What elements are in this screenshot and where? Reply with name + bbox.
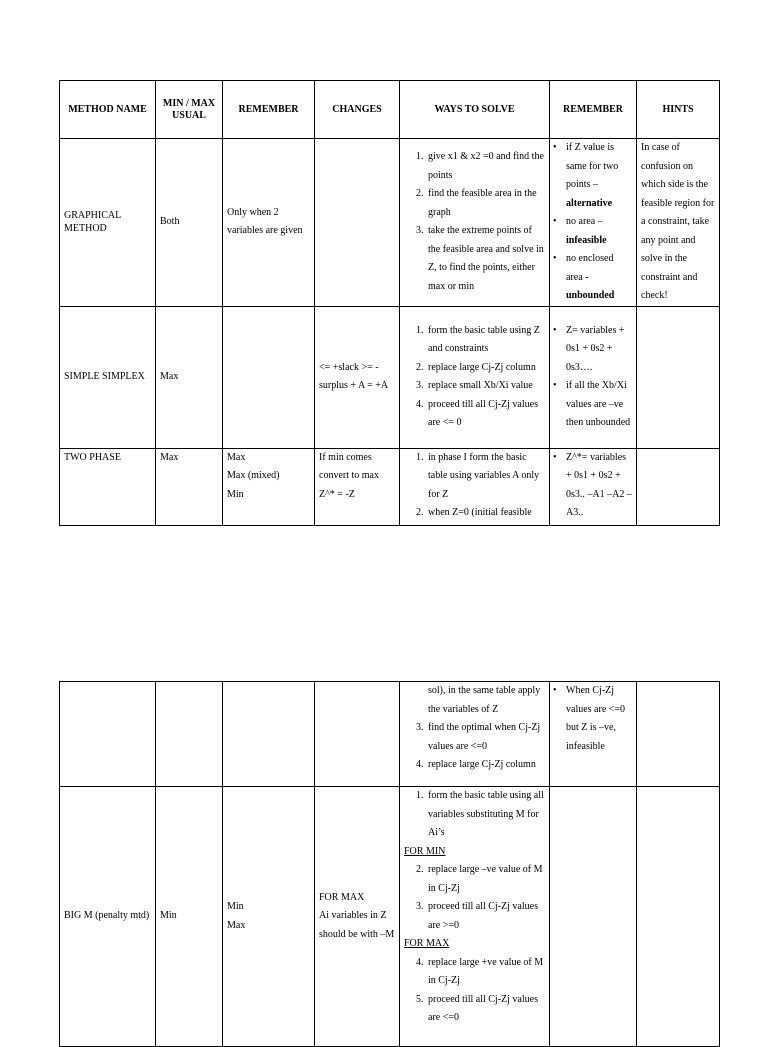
list-item: 3. find the optimal when Cj-Zj values are <=0 — [426, 719, 545, 756]
list-item: 1. in phase I form the basic table using variables A only for Z — [426, 449, 545, 505]
twophase-ways — [400, 448, 550, 525]
list-item: • Z^*= variables + 0s1 + 0s2 + 0s3.. –A1 –A2 –A3.. — [566, 449, 632, 523]
twophase-remember-2 — [550, 448, 637, 525]
graphical-remember: Only when 2 variables are given — [223, 139, 315, 307]
list-item: 2. replace large Cj-Zj column — [426, 359, 545, 378]
header-min-max: MIN / MAX USUAL — [156, 81, 223, 139]
bigm-remember: Min Max — [223, 787, 315, 1047]
list-item: • no enclosed area -unbounded — [566, 250, 632, 306]
simplex-minmax: Max — [156, 306, 223, 448]
list-item: • Z= variables + 0s1 + 0s2 + 0s3…. — [566, 322, 632, 378]
header-row — [60, 81, 720, 139]
list-item: 4. replace large +ve value of M in Cj-Zj — [426, 954, 545, 991]
simplex-hints — [637, 306, 720, 448]
methods-table-bottom — [59, 681, 720, 1047]
list-item: • no area – infeasible — [566, 213, 632, 250]
list-item: 1. form the basic table using Z and constraints — [426, 322, 545, 359]
header-ways-to-solve: WAYS TO SOLVE — [400, 81, 550, 139]
row-simple-simplex — [60, 306, 720, 448]
header-hints: HINTS — [637, 81, 720, 139]
simplex-name: SIMPLE SIMPLEX — [60, 306, 156, 448]
list-item: 2. when Z=0 (initial feasible — [426, 504, 545, 523]
bigm-name: BIG M (penalty mtd) — [60, 787, 156, 1047]
row-graphical — [60, 139, 720, 307]
header-method-name: METHOD NAME — [60, 81, 156, 139]
list-item: • When Cj-Zj values are <=0 but Z is –ve, infeasible — [566, 682, 632, 756]
list-item: 4. replace large Cj-Zj column — [426, 756, 545, 775]
twophase-hints — [637, 448, 720, 525]
bigm-minmax: Min — [156, 787, 223, 1047]
header-remember: REMEMBER — [223, 81, 315, 139]
list-item: 3. take the extreme points of the feasible area and solve in Z, to find the points, either max or min — [426, 222, 545, 296]
row-two-phase-continued — [60, 682, 720, 787]
simplex-ways — [400, 306, 550, 448]
twophase-name: TWO PHASE — [60, 448, 156, 525]
for-min-heading: FOR MIN — [404, 845, 446, 857]
twophase-changes: If min comes convert to max Z^* = -Z — [315, 448, 400, 525]
row-two-phase — [60, 448, 720, 525]
simplex-remember — [223, 306, 315, 448]
for-max-heading: FOR MAX — [404, 938, 450, 949]
graphical-remember-2 — [550, 139, 637, 307]
row-big-m — [60, 787, 720, 1047]
graphical-name: GRAPHICAL METHOD — [60, 139, 156, 307]
twophase-remember: Max Max (mixed) Min — [223, 448, 315, 525]
list-item: 2. find the feasible area in the graph — [426, 185, 545, 222]
header-remember-2: REMEMBER — [550, 81, 637, 139]
bigm-ways — [400, 787, 550, 1047]
list-item: 4. proceed till all Cj-Zj values are <= 0 — [426, 396, 545, 433]
list-item: 3. replace small Xb/Xi value — [426, 377, 545, 396]
twophase-cont-remember-2 — [550, 682, 637, 787]
twophase-cont-ways: sol), in the same table apply the variables of Z 3. find the optimal when Cj-Zj values are <=0 4. replace large Cj-Zj column — [400, 682, 550, 787]
list-item: 1. give x1 & x2 =0 and find the points — [426, 148, 545, 185]
list-item: 2. replace large –ve value of M in Cj-Zj — [426, 861, 545, 898]
list-item: 5. proceed till all Cj-Zj values are <=0 — [426, 991, 545, 1028]
list-item: • if Z value is same for two points – alternative — [566, 139, 632, 213]
header-changes: CHANGES — [315, 81, 400, 139]
twophase-minmax: Max — [156, 448, 223, 525]
methods-table-top — [59, 80, 720, 526]
graphical-ways — [400, 139, 550, 307]
bigm-changes: FOR MAX Ai variables in Z should be with –M — [315, 787, 400, 1047]
list-item: 3. proceed till all Cj-Zj values are >=0 — [426, 898, 545, 935]
simplex-remember-2 — [550, 306, 637, 448]
graphical-changes — [315, 139, 400, 307]
graphical-hints: In case of confusion on which side is the feasible region for a constraint, take any point and solve in the constraint and check! — [637, 139, 720, 307]
simplex-changes: <= +slack >= -surplus + A = +A — [315, 306, 400, 448]
list-item: 1. form the basic table using all variables substituting M for Ai’s — [426, 787, 545, 843]
graphical-minmax: Both — [156, 139, 223, 307]
list-item: • if all the Xb/Xi values are –ve then unbounded — [566, 377, 632, 433]
